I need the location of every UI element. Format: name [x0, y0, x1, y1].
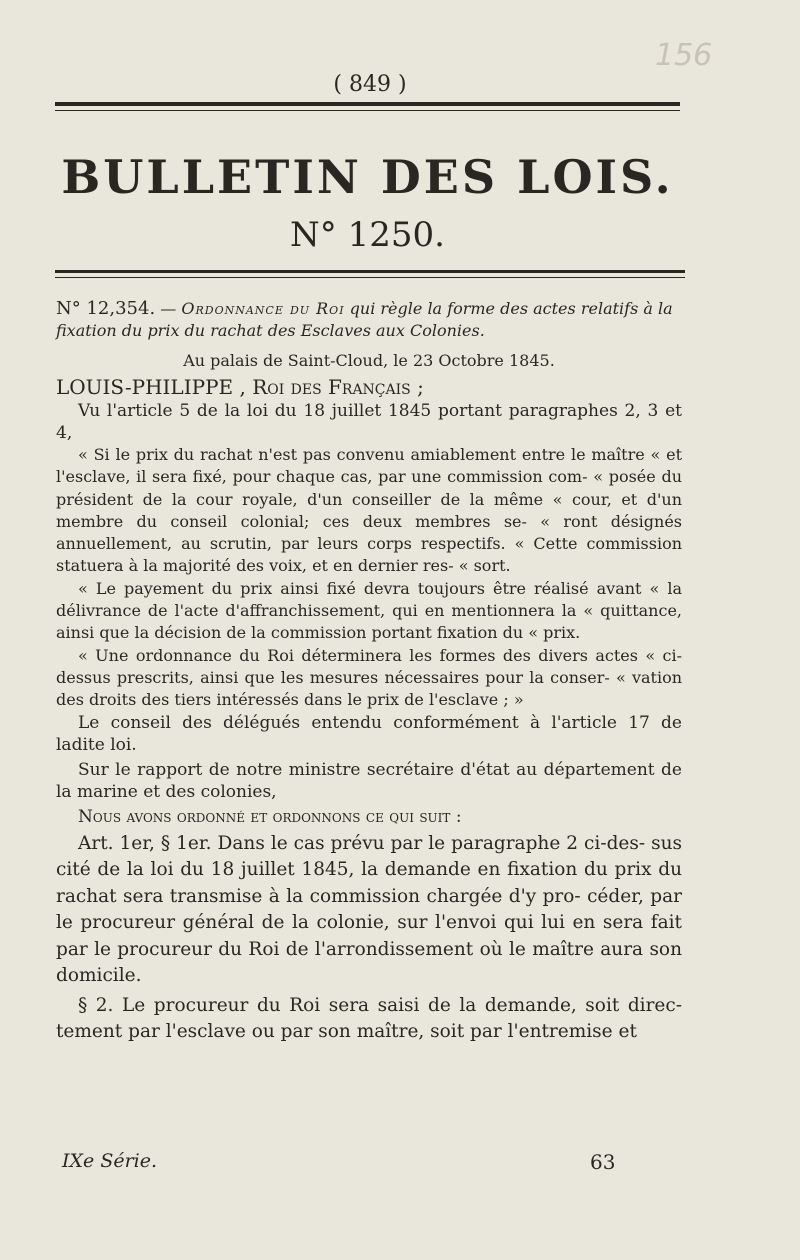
section-2: § 2. Le procureur du Roi sera saisi de la demande, soit direc- tement par l'esclave ou par son maître, soit par l'entremise et	[56, 994, 682, 1043]
ordonnance-heading	[56, 298, 682, 342]
place-date: Au palais de Saint-Cloud, le 23 Octobre 1845.	[183, 351, 555, 370]
king-title: Roi des Français ;	[252, 375, 424, 399]
series-label: IXe Série.	[62, 1150, 158, 1172]
paragraph-nous: Nous avons ordonné et ordonnons ce qui suit :	[78, 806, 462, 827]
king-line	[56, 376, 682, 398]
quote-2: « Le payement du prix ainsi fixé devra toujours être réalisé avant « la délivrance de l'acte d'affranchissement, qui en mentionnera la « quittance, ainsi que la décision de la commission portant fixation du « prix.	[56, 578, 682, 643]
page-number: ( 849 )	[333, 72, 407, 97]
quote-1: « Si le prix du rachat n'est pas convenu amiablement entre le maître « et l'esclave, il sera fixé, pour chaque cas, par une commission com- « posée du président de la cour royale, d'un conseiller de la même « cour, et d'un membre du conseil colonial; ces deux membres se- « ront désignés annuellement, au scrutin, par leurs corps respectifs. « Cette commission statuera à la majorité des voix, et en dernier res- « sort.	[56, 445, 682, 576]
king-name: LOUIS-PHILIPPE ,	[56, 375, 246, 399]
ordonnance-subject-2: relatifs à la fixation du prix du rachat des Esclaves aux Colonies.	[56, 299, 673, 340]
bulletin-title: BULLETIN DES LOIS.	[61, 150, 674, 204]
bulletin-number: N° 1250.	[290, 215, 445, 255]
pencil-annotation: 156	[655, 38, 713, 73]
paragraph-rapport: Sur le rapport de notre ministre secrétaire d'état au département de la marine et des colonies,	[56, 759, 682, 802]
paragraph-vu: Vu l'article 5 de la loi du 18 juillet 1845 portant paragraphes 2, 3 et 4,	[56, 401, 682, 443]
ordonnance-label: Ordonnance du Roi	[181, 299, 345, 318]
mid-rule-thin	[55, 277, 685, 278]
mid-rule-thick	[55, 270, 685, 273]
heading-dash: —	[160, 299, 177, 318]
signature-mark: 63	[590, 1150, 616, 1174]
ordonnance-subject-1: qui règle la forme des actes	[349, 299, 576, 318]
top-rule-thick	[55, 102, 680, 106]
article-1: Art. 1er, § 1er. Dans le cas prévu par le paragraphe 2 ci-des- sus cité de la loi du 18 juillet 1845, la demande en fixation du prix du rachat sera transmise à la commission chargée d'y pro- céder, par le procureur général de la colonie, sur l'envoi qui lui en sera fait par le procureur du Roi de l'arrondissement où le maître aura son domicile.	[56, 832, 682, 987]
top-rule-thin	[55, 110, 680, 111]
document-body	[56, 298, 682, 1046]
ordonnance-number: N° 12,354.	[56, 298, 156, 319]
quote-3: « Une ordonnance du Roi déterminera les formes des divers actes « ci-dessus prescrits, ainsi que les mesures nécessaires pour la conser- « vation des droits des tiers intéressés dans le prix de l'esclave ; »	[56, 645, 682, 710]
paragraph-conseil: Le conseil des délégués entendu conformément à l'article 17 de ladite loi.	[56, 712, 682, 755]
